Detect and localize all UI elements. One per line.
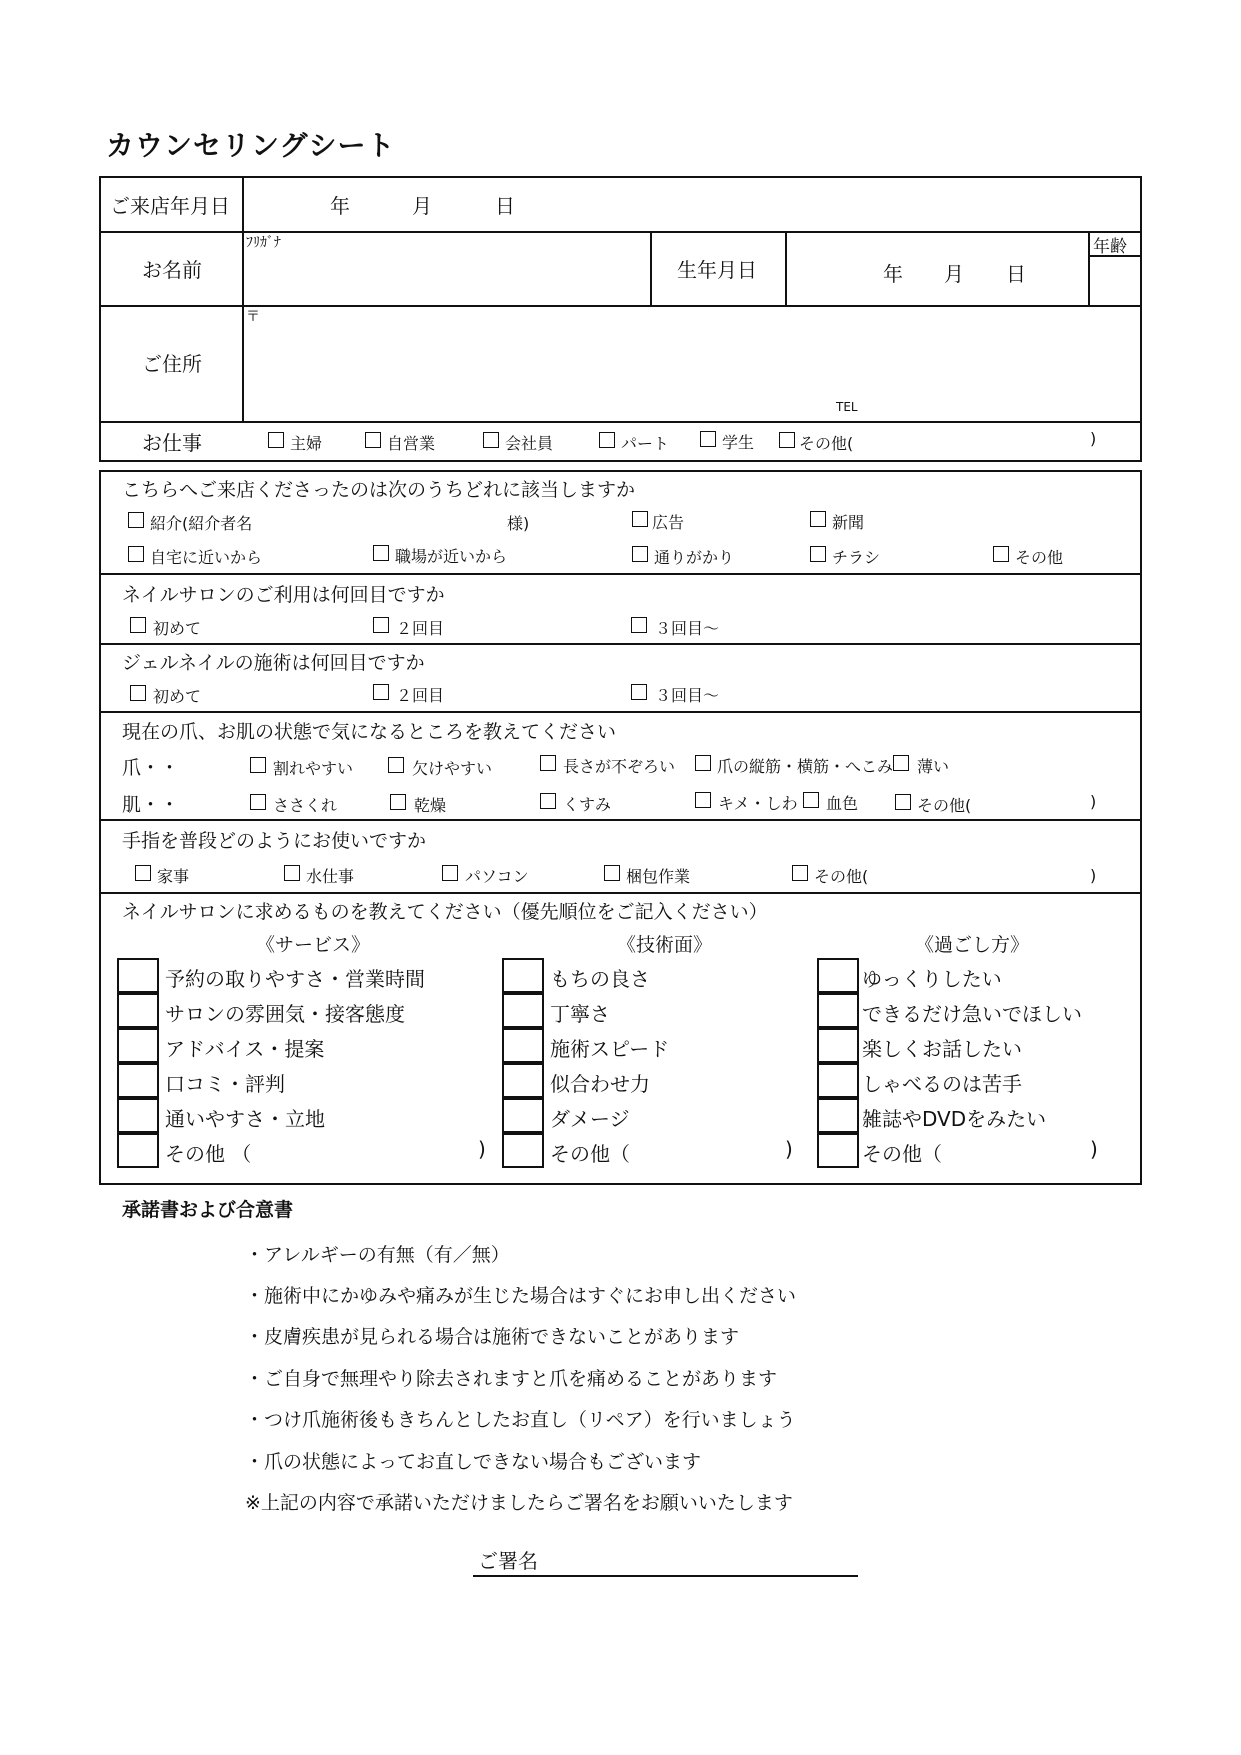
job-checkbox-self-employed[interactable]	[365, 432, 381, 448]
priority-rank-box[interactable]	[502, 993, 544, 1028]
q1-checkbox-referral[interactable]	[128, 512, 144, 528]
usage-checkbox-packing[interactable]	[604, 865, 620, 881]
priority-item-label: 予約の取りやすさ・営業時間	[165, 967, 425, 991]
skin-option-label: 乾燥	[414, 796, 447, 815]
q3-checkbox-first[interactable]	[130, 685, 146, 701]
job-option-label: その他(	[799, 434, 854, 453]
usage-option-label: 家事	[157, 867, 190, 886]
job-checkbox-employee[interactable]	[483, 432, 499, 448]
priority-item-label: 施術スピード	[550, 1037, 670, 1061]
skin-option-label: ささくれ	[273, 796, 338, 815]
priority-rank-box[interactable]	[117, 1063, 159, 1098]
nail-option-label: 薄い	[917, 757, 950, 776]
nail-option-label: 長さが不ぞろい	[563, 757, 676, 776]
birth-month-field[interactable]: 月	[944, 262, 964, 286]
skin-checkbox-hangnail[interactable]	[250, 794, 266, 810]
job-checkbox-student[interactable]	[700, 431, 716, 447]
q1-checkbox-newspaper[interactable]	[810, 511, 826, 527]
consent-item: ・爪の状態によってお直しできない場合もございます	[245, 1451, 702, 1473]
furigana-label: ﾌﾘｶﾞﾅ	[246, 235, 281, 251]
skin-checkbox-other[interactable]	[895, 794, 911, 810]
priority-rank-box[interactable]	[817, 1028, 859, 1063]
priority-rank-box[interactable]	[817, 1063, 859, 1098]
signature-line	[473, 1575, 858, 1577]
job-option-label: パート	[621, 434, 670, 453]
usage-option-label: 梱包作業	[626, 867, 691, 886]
job-option-label: 会社員	[505, 434, 554, 453]
job-option-label: 学生	[722, 433, 755, 452]
q1-option-label: 通りがかり	[654, 548, 735, 567]
q3-checkbox-third[interactable]	[631, 684, 647, 700]
priority-rank-box[interactable]	[502, 1133, 544, 1168]
priority-item-label: 雑誌やDVDをみたい	[862, 1107, 1047, 1131]
priority-rank-box[interactable]	[502, 958, 544, 993]
q1-checkbox-near-home[interactable]	[128, 546, 144, 562]
q1-checkbox-ad[interactable]	[632, 511, 648, 527]
job-checkbox-other[interactable]	[779, 432, 795, 448]
job-option-label: 主婦	[290, 434, 323, 453]
priority-item-label: その他（	[550, 1142, 630, 1166]
consent-heading: 承諾書および合意書	[122, 1199, 294, 1221]
tel-label: TEL	[836, 400, 858, 414]
column-header: 《サービス》	[256, 934, 371, 956]
visit-day-field[interactable]: 日	[495, 194, 515, 218]
close-paren: )	[478, 1137, 486, 1161]
nail-checkbox-uneven[interactable]	[540, 755, 556, 771]
priority-rank-box[interactable]	[117, 1098, 159, 1133]
q1-option-label: チラシ	[832, 548, 881, 567]
priority-rank-box[interactable]	[117, 993, 159, 1028]
nail-checkbox-ridges[interactable]	[695, 755, 711, 771]
nail-row-label: 爪・・	[122, 757, 180, 779]
q3-option-label: 初めて	[153, 687, 202, 706]
q3-checkbox-second[interactable]	[373, 684, 389, 700]
consent-note: ※上記の内容で承諾いただけましたらご署名をお願いいたします	[245, 1492, 793, 1514]
visit-month-field[interactable]: 月	[412, 194, 432, 218]
priority-rank-box[interactable]	[502, 1028, 544, 1063]
nail-option-label: 爪の縦筋・横筋・へこみ	[717, 757, 894, 776]
q2-option-label: ２回目	[396, 619, 445, 638]
skin-checkbox-complexion[interactable]	[803, 792, 819, 808]
priority-rank-box[interactable]	[117, 958, 159, 993]
q3-question: ジェルネイルの施術は何回目ですか	[122, 652, 425, 674]
skin-checkbox-dry[interactable]	[390, 794, 406, 810]
close-paren: )	[1090, 1137, 1098, 1161]
q6-question: ネイルサロンに求めるものを教えてください（優先順位をご記入ください）	[122, 901, 768, 923]
priority-item-label: 口コミ・評判	[165, 1072, 285, 1096]
consent-item: ・ご自身で無理やり除去されますと爪を痛めることがあります	[245, 1368, 778, 1390]
signature-field[interactable]	[560, 1540, 855, 1572]
q2-option-label: ３回目～	[655, 619, 720, 638]
priority-item-label: サロンの雰囲気・接客態度	[165, 1002, 405, 1026]
name-label: お名前	[142, 258, 202, 282]
q2-checkbox-second[interactable]	[373, 617, 389, 633]
skin-option-label: くすみ	[563, 795, 612, 814]
q1-sama-label: 様)	[507, 514, 530, 533]
job-label: お仕事	[142, 431, 202, 455]
nail-option-label: 欠けやすい	[412, 759, 493, 778]
priority-item-label: 通いやすさ・立地	[165, 1107, 325, 1131]
q1-option-label: 紹介(紹介者名	[150, 514, 253, 533]
skin-checkbox-wrinkles[interactable]	[695, 792, 711, 808]
nail-checkbox-chips[interactable]	[388, 757, 404, 773]
referral-name-field[interactable]	[262, 508, 502, 534]
priority-item-label: 丁寧さ	[550, 1002, 610, 1026]
skin-option-label: その他(	[917, 796, 972, 815]
q2-checkbox-third[interactable]	[631, 617, 647, 633]
priority-item-label: できるだけ急いでほしい	[862, 1002, 1082, 1026]
signature-label: ご署名	[478, 1549, 538, 1573]
q1-checkbox-other[interactable]	[993, 546, 1009, 562]
priority-rank-box[interactable]	[817, 1098, 859, 1133]
q3-option-label: ２回目	[396, 686, 445, 705]
q2-question: ネイルサロンのご利用は何回目ですか	[122, 584, 445, 606]
priority-item-label: ゆっくりしたい	[862, 967, 1002, 991]
q3-option-label: ３回目～	[655, 686, 720, 705]
nail-checkbox-thin[interactable]	[893, 755, 909, 771]
usage-checkbox-water-work[interactable]	[284, 865, 300, 881]
q4-question: 現在の爪、お肌の状態で気になるところを教えてください	[122, 721, 617, 743]
skin-option-label: 血色	[826, 794, 859, 813]
skin-option-label: キメ・しわ	[718, 794, 798, 813]
column-header: 《過ごし方》	[915, 934, 1030, 956]
q1-option-label: 職場が近いから	[395, 547, 508, 566]
priority-item-label: その他 （	[165, 1142, 252, 1166]
usage-checkbox-other[interactable]	[792, 865, 808, 881]
birth-day-field[interactable]: 日	[1006, 262, 1026, 286]
priority-rank-box[interactable]	[117, 1133, 159, 1168]
q5-question: 手指を普段どのようにお使いですか	[122, 830, 427, 852]
job-option-label: 自営業	[387, 434, 436, 453]
consent-item: ・施術中にかゆみや痛みが生じた場合はすぐにお申し出ください	[245, 1285, 797, 1307]
q1-checkbox-flyer[interactable]	[810, 546, 826, 562]
priority-item-label: その他（	[862, 1142, 942, 1166]
usage-other-field[interactable]	[870, 860, 1085, 886]
priority-item-label: 楽しくお話したい	[862, 1037, 1022, 1061]
q1-option-label: その他	[1015, 548, 1064, 567]
priority-item-label: しゃべるのは苦手	[862, 1072, 1022, 1096]
usage-option-label: その他(	[814, 867, 869, 886]
birthdate-label: 生年月日	[677, 258, 757, 282]
priority-rank-box[interactable]	[502, 1098, 544, 1133]
address-field[interactable]	[244, 322, 1140, 402]
postal-mark: 〒	[246, 309, 260, 325]
priority-rank-box[interactable]	[817, 993, 859, 1028]
skin-other-field[interactable]	[970, 789, 1085, 815]
consent-item: ・つけ爪施術後もきちんとしたお直し（リペア）を行いましょう	[245, 1409, 796, 1431]
priority-item-label: アドバイス・提案	[165, 1037, 325, 1061]
q1-question: こちらへご来店くださったのは次のうちどれに該当しますか	[122, 479, 636, 501]
usage-checkbox-housework[interactable]	[135, 865, 151, 881]
close-paren: )	[1090, 429, 1097, 448]
column-header: 《技術面》	[617, 934, 713, 956]
q2-checkbox-first[interactable]	[130, 617, 146, 633]
priority-rank-box[interactable]	[502, 1063, 544, 1098]
nail-option-label: 割れやすい	[273, 759, 354, 778]
priority-item-label: ダメージ	[550, 1107, 630, 1131]
close-paren: )	[1090, 866, 1097, 885]
page-title: カウンセリングシート	[106, 129, 396, 162]
consent-item: ・アレルギーの有無（有／無）	[245, 1244, 510, 1266]
consent-item: ・皮膚疾患が見られる場合は施術できないことがあります	[245, 1326, 740, 1348]
q1-option-label: 自宅に近いから	[150, 548, 263, 567]
priority-rank-box[interactable]	[117, 1028, 159, 1063]
skin-row-label: 肌・・	[122, 794, 180, 816]
q1-option-label: 広告	[652, 513, 685, 532]
job-checkbox-housewife[interactable]	[268, 432, 284, 448]
usage-option-label: 水仕事	[306, 867, 355, 886]
birth-year-field[interactable]: 年	[883, 262, 903, 286]
q1-checkbox-near-work[interactable]	[373, 545, 389, 561]
priority-rank-box[interactable]	[817, 958, 859, 993]
q2-option-label: 初めて	[153, 619, 202, 638]
close-paren: )	[1090, 792, 1097, 811]
priority-item-label: もちの良さ	[550, 967, 650, 991]
visit-year-field[interactable]: 年	[330, 194, 350, 218]
close-paren: )	[785, 1137, 793, 1161]
q1-checkbox-passing-by[interactable]	[632, 546, 648, 562]
name-field[interactable]	[244, 250, 648, 302]
usage-checkbox-pc[interactable]	[442, 865, 458, 881]
usage-option-label: パソコン	[465, 867, 529, 886]
priority-rank-box[interactable]	[817, 1133, 859, 1168]
address-label: ご住所	[142, 352, 202, 376]
skin-checkbox-dull[interactable]	[540, 793, 556, 809]
job-other-field[interactable]	[855, 428, 1085, 456]
q1-option-label: 新聞	[832, 513, 865, 532]
job-checkbox-part-time[interactable]	[599, 432, 615, 448]
visit-date-label: ご来店年月日	[110, 194, 230, 218]
nail-checkbox-cracks[interactable]	[250, 757, 266, 773]
age-label: 年齢	[1093, 237, 1127, 257]
priority-item-label: 似合わせ力	[550, 1072, 650, 1096]
age-field[interactable]	[1090, 258, 1140, 303]
